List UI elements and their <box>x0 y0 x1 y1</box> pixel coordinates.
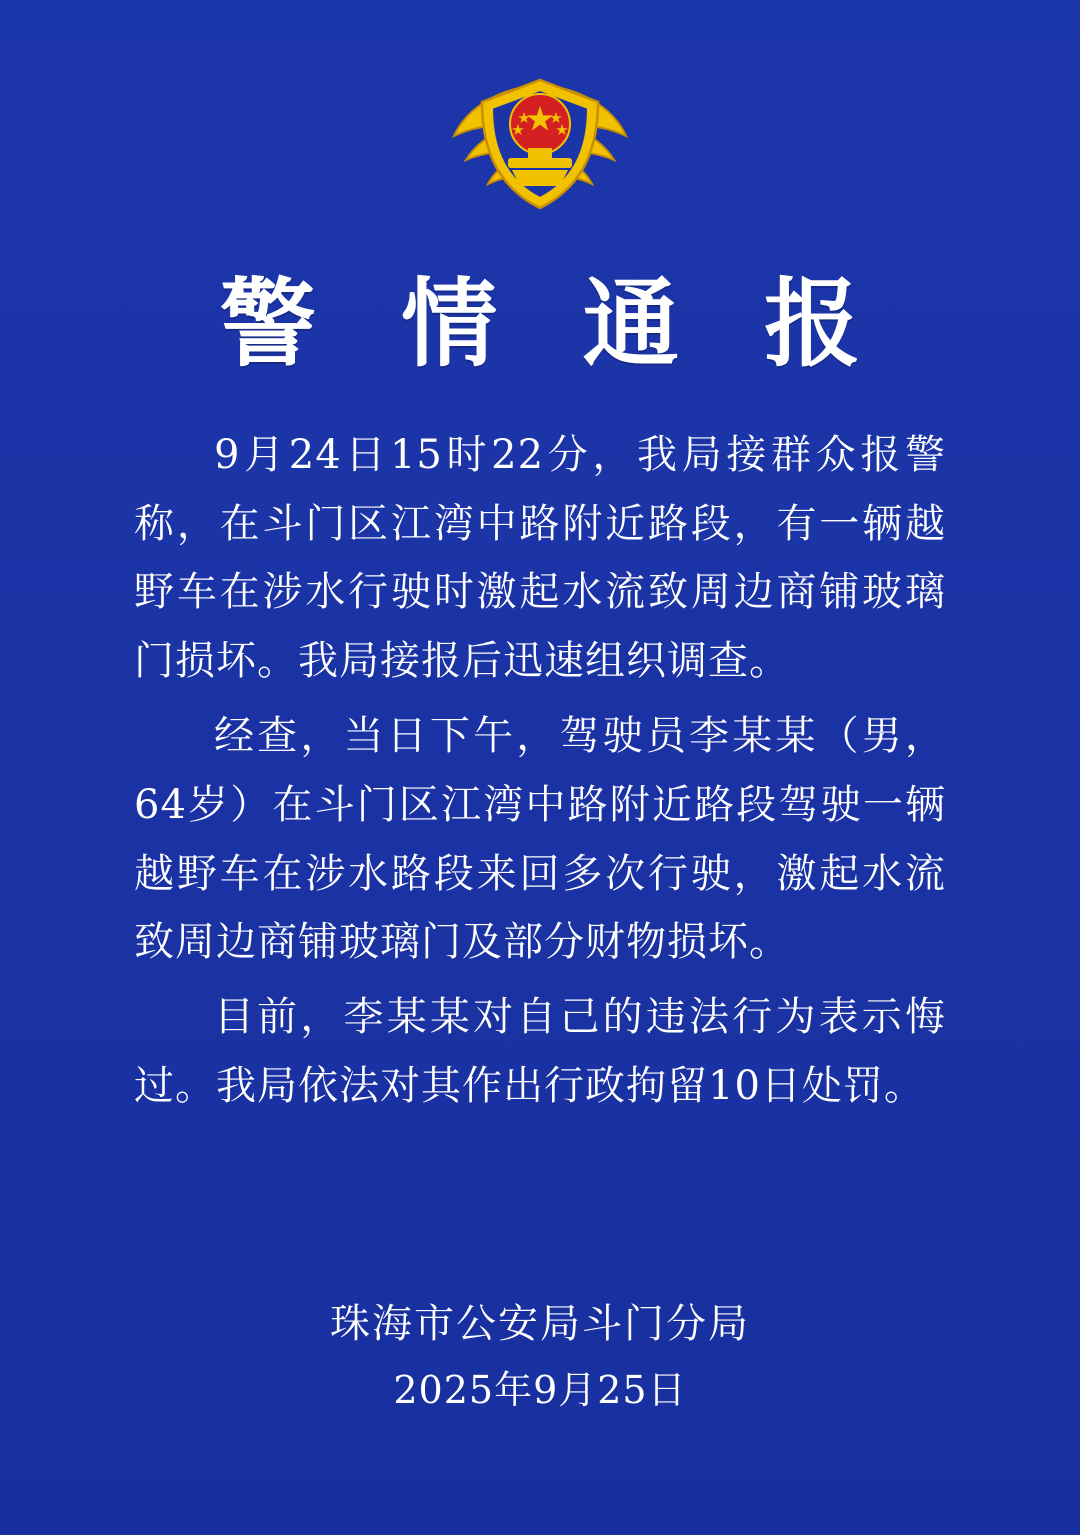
signature-block <box>0 1294 1080 1417</box>
paragraph: 目前，李某某对自己的违法行为表示悔过。我局依法对其作出行政拘留10日处罚。 <box>134 994 946 1109</box>
issuing-organization: 珠海市公安局斗门分局 <box>330 1300 750 1347</box>
paragraph: 经查，当日下午，驾驶员李某某（男，64岁）在斗门区江湾中路附近路段驾驶一辆越野车在涉水路段来回多次行驶，激起水流致周边商铺玻璃门及部分财物损坏。 <box>134 712 946 966</box>
notice-body <box>134 421 946 1121</box>
page-title: 警 情 通 报 <box>219 267 887 380</box>
paragraph: 9月24日15时22分，我局接群众报警称，在斗门区江湾中路附近路段，有一辆越野车在涉水行驶时激起水流致周边商铺玻璃门损坏。我局接报后迅速组织调查。 <box>134 431 946 685</box>
emblem-container <box>0 0 1080 240</box>
police-emblem-icon <box>440 62 640 240</box>
issue-date: 2025年9月25日 <box>393 1367 687 1412</box>
